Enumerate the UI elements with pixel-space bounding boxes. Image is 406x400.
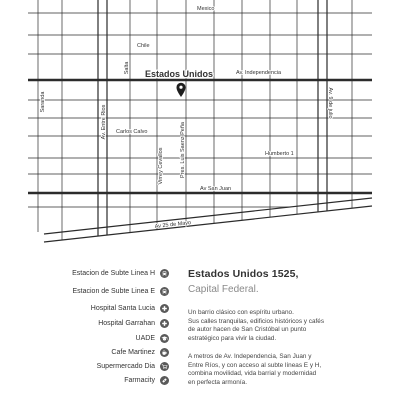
legend-item-farmacity	[124, 375, 169, 385]
coffee-icon	[160, 348, 169, 357]
legend-label: Hospital Garrahan	[98, 319, 155, 327]
street-label-9-de-julio: Av. 9 de julio	[327, 87, 333, 119]
description-line: A metros de Av. Independencia, San Juan y	[188, 353, 312, 360]
description-line: Un barrio clásico con espíritu urbano.	[188, 309, 294, 316]
avenues	[28, 0, 372, 242]
description-line: de autor hacen de San Cristóbal un punto	[188, 326, 307, 334]
legend-label: Supermercado Dia	[96, 362, 155, 370]
street-label-salta: Salta	[124, 61, 130, 75]
description-line: Sus calles tranquilas, edificios históricos y cafés	[188, 317, 325, 325]
street-label-carlos-calvo: Carlos Calvo	[116, 129, 148, 135]
street-label-virrey-cevallos: Virrey Cevallos	[158, 147, 164, 185]
street-label-25-de-mayo: Av 25 de Mayo	[154, 220, 192, 230]
legend-label: Estacion de Subte Linea H	[72, 269, 155, 277]
location-pin-icon	[177, 83, 186, 97]
address-title: Estados Unidos 1525,	[188, 268, 299, 280]
av-25-de-mayo-line	[44, 206, 372, 242]
pharmacy-icon	[160, 376, 169, 385]
street-label-entre-rios: Av. Entre Rios	[101, 104, 107, 140]
street-label-chile: Chile	[137, 43, 150, 49]
property-info	[188, 262, 400, 394]
university-icon	[160, 334, 169, 343]
legend-item-hospital-garrahan	[98, 318, 169, 328]
poi-legend	[0, 260, 180, 390]
description-line: combina movilidad, vida barrial y modernidad	[188, 370, 317, 378]
legend-item-uade	[136, 333, 169, 343]
legend-item-supermercado-dia	[97, 361, 169, 371]
street-label-saenz-pena: Pres. Luis Saenz Peña	[180, 122, 186, 178]
legend-label: UADE	[135, 334, 155, 342]
street-label-mexico: Mexico	[197, 6, 215, 12]
av-25-de-mayo-line	[44, 198, 372, 234]
hospital-icon	[160, 304, 169, 313]
cart-icon	[160, 362, 169, 371]
description-line: en perfecta armonía.	[188, 379, 247, 387]
legend-label: Farmacity	[124, 376, 155, 384]
street-label-estados-unidos: Estados Unidos	[145, 69, 214, 79]
legend-item-subte-e	[72, 286, 169, 296]
legend-item-cafe-martinez	[111, 347, 169, 357]
legend-label: Hospital Santa Lucia	[90, 304, 155, 312]
street-label-independencia: Av. Independencia	[236, 70, 282, 76]
description-line: estratégico para vivir la ciudad.	[188, 335, 277, 343]
legend-label: Cafe Martinez	[111, 348, 155, 356]
street-label-san-juan: Av San Juan	[200, 186, 232, 192]
city-subtitle: Capital Federal.	[188, 284, 259, 295]
hospital-icon	[160, 319, 169, 328]
legend-item-hospital-santa-lucia	[91, 303, 169, 313]
subway-icon	[160, 287, 169, 296]
legend-label: Estacion de Subte Linea E	[72, 287, 155, 295]
legend-item-subte-h	[72, 268, 169, 278]
street-label-humberto: Humberto 1	[265, 151, 294, 157]
description-line: Entre Ríos, y con acceso al subte líneas E y H,	[188, 361, 322, 369]
street-label-saranda: Saranda	[40, 91, 46, 113]
subway-icon	[160, 269, 169, 278]
description-paragraph	[188, 353, 321, 388]
description-paragraph	[188, 309, 324, 344]
